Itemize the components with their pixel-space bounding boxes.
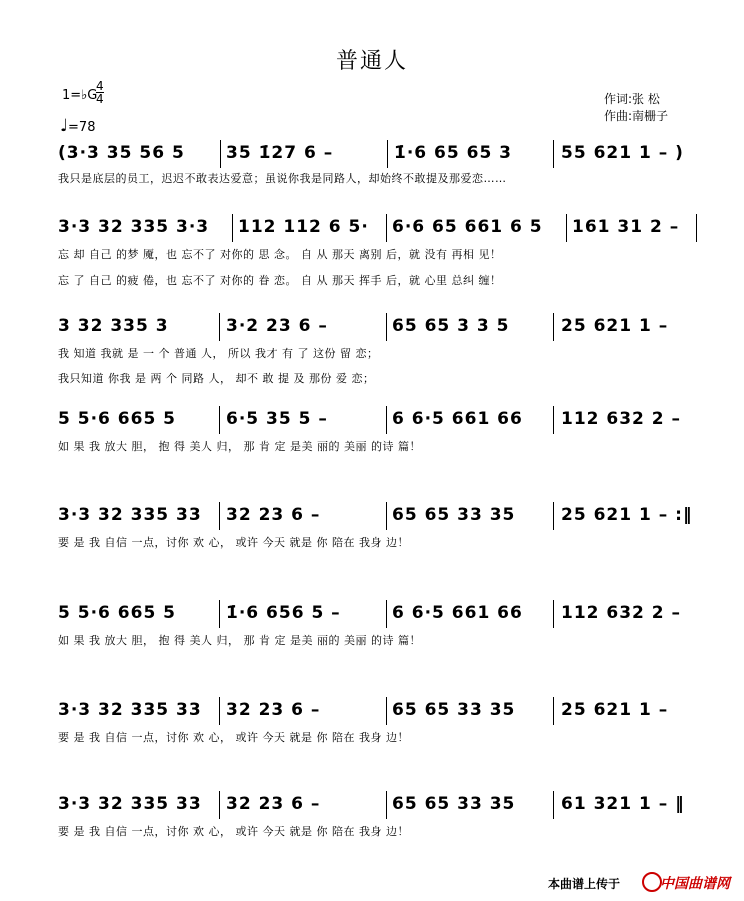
measure: 3·3 32 335 33 — [58, 505, 202, 525]
measure: 65 65 33 35 — [392, 700, 516, 720]
barline — [219, 406, 220, 434]
measure: 65 65 33 35 — [392, 794, 516, 814]
measure: 61 321 1 – ‖ — [561, 794, 685, 814]
barline — [553, 313, 554, 341]
time-sig-top: 4 — [96, 79, 104, 93]
tempo-marking — [60, 116, 95, 136]
barline — [386, 502, 387, 530]
lyricist-credit: 作词:张 松 — [604, 92, 660, 106]
measure: 6·6 65 661 6 5 — [392, 217, 543, 237]
barline — [386, 313, 387, 341]
time-sig-bottom: 4 — [96, 92, 104, 106]
barline — [553, 140, 554, 168]
measure: 25 621 1 – :‖ — [561, 505, 693, 525]
lyric-line: 要 是 我 自信 一点，讨你 欢 心， 或许 今天 就是 你 陪在 我身 边！ — [58, 731, 409, 744]
quarter-note-icon: ♩ — [60, 116, 69, 136]
barline — [553, 791, 554, 819]
measure: (3·3 35 56 5 — [58, 143, 185, 163]
barline — [219, 791, 220, 819]
barline — [386, 406, 387, 434]
barline — [553, 600, 554, 628]
site-logo-icon — [642, 872, 662, 892]
barline — [219, 600, 220, 628]
lyric-line: 忘 却 自己 的梦 魇，也 忘不了 对你的 思 念。 自 从 那天 离别 后，就 没有 再相 见！ — [58, 248, 502, 261]
lyric-line: 如 果 我 放大 胆， 抱 得 美人 归， 那 肯 定 是美 丽的 美丽 的诗 篇！ — [58, 634, 421, 647]
barline — [386, 600, 387, 628]
measure: 65 65 3 3 5 — [392, 316, 510, 336]
barline — [220, 140, 221, 168]
composer-credit: 作曲:南栅子 — [604, 109, 669, 123]
measure: 6 6·5 661 66 — [392, 409, 523, 429]
barline — [232, 214, 233, 242]
measure: 161 31 2 – — [572, 217, 680, 237]
lyric-line: 我只是底层的员工，迟迟不敢表达爱意；虽说你我是同路人，却始终不敢提及那爱恋…… — [58, 172, 507, 185]
barline — [386, 214, 387, 242]
measure: 55 621 1 – ) — [561, 143, 684, 163]
lyric-line: 要 是 我 自信 一点，讨你 欢 心， 或许 今天 就是 你 陪在 我身 边！ — [58, 825, 409, 838]
measure: 1̇·6 656 5 – — [226, 603, 341, 623]
site-logo[interactable]: 中国曲谱网 — [660, 876, 730, 892]
measure: 3·2 23 6 – — [226, 316, 328, 336]
measure: 3·3 32 335 33 — [58, 700, 202, 720]
measure: 65 65 33 35 — [392, 505, 516, 525]
time-signature — [96, 80, 104, 105]
barline — [219, 502, 220, 530]
measure: 35 1̇27 6 – — [226, 143, 334, 163]
barline — [386, 791, 387, 819]
lyric-line: 如 果 我 放大 胆， 抱 得 美人 归， 那 肯 定 是美 丽的 美丽 的诗 篇！ — [58, 440, 421, 453]
upload-note: 本曲谱上传于 — [548, 877, 621, 891]
measure: 32 23 6 – — [226, 505, 321, 525]
measure: 3·3 32 335 3·3 — [58, 217, 210, 237]
lyric-line: 要 是 我 自信 一点，讨你 欢 心， 或许 今天 就是 你 陪在 我身 边！ — [58, 536, 409, 549]
barline — [387, 140, 388, 168]
barline — [386, 697, 387, 725]
measure: 5 5·6 665 5 — [58, 603, 177, 623]
song-title: 普通人 — [335, 49, 408, 74]
measure: 3 32 335 3 — [58, 316, 169, 336]
tempo-value: =78 — [68, 120, 96, 135]
measure: 112 632 2 – — [561, 603, 682, 623]
measure: 32 23 6 – — [226, 794, 321, 814]
lyric-line: 我只知道 你我 是 两 个 同路 人， 却不 敢 提 及 那份 爱 恋； — [58, 372, 375, 385]
lyric-line: 我 知道 我就 是 一 个 普通 人， 所以 我才 有 了 这份 留 恋； — [58, 347, 379, 360]
measure: 25 621 1 – — [561, 700, 669, 720]
barline — [219, 697, 220, 725]
barline — [553, 697, 554, 725]
measure: 3·3 32 335 33 — [58, 794, 202, 814]
barline — [553, 406, 554, 434]
measure: 1̇·6 65 65 3 — [394, 143, 513, 163]
measure: 6·5 35 5 – — [226, 409, 328, 429]
measure: 5 5·6 665 5 — [58, 409, 177, 429]
barline — [566, 214, 567, 242]
barline — [696, 214, 697, 242]
measure: 25 621 1 – — [561, 316, 669, 336]
measure: 32 23 6 – — [226, 700, 321, 720]
lyric-line: 忘 了 自己 的疲 倦，也 忘不了 对你的 眷 恋。 自 从 那天 挥手 后，就 心里 总纠 缠！ — [58, 274, 502, 287]
key-signature: 1=♭G — [62, 88, 98, 103]
measure: 6 6·5 661 66 — [392, 603, 523, 623]
barline — [219, 313, 220, 341]
measure: 112 112 6 5· — [238, 217, 369, 237]
barline — [553, 502, 554, 530]
measure: 112 632 2 – — [561, 409, 682, 429]
